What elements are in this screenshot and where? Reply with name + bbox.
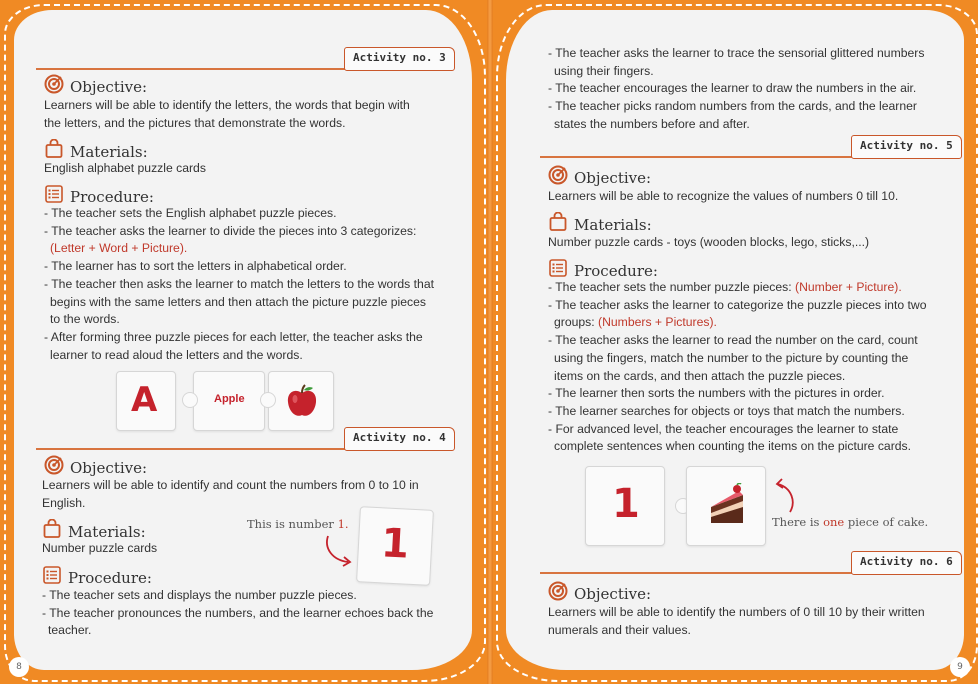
procedure-line: - The teacher asks the learner to read the number on the card, count xyxy=(548,333,918,348)
procedure-line: - The learner then sorts the numbers with the pictures in order. xyxy=(548,386,885,401)
activity4-note xyxy=(247,517,349,531)
procedure-heading-text: Procedure: xyxy=(70,187,154,206)
activity5-objective-text: Learners will be able to recognize the values of numbers 0 till 10. xyxy=(548,189,899,203)
page-number-right: 9 xyxy=(950,657,970,677)
objective-heading-text: Objective: xyxy=(574,584,652,603)
activity5-procedure-list xyxy=(548,279,926,456)
procedure-line: - The learner searches for objects or toys that match the numbers. xyxy=(548,403,905,418)
procedure-line: - The learner has to sort the letters in alphabetical order. xyxy=(44,259,347,274)
word-apple: Apple xyxy=(214,393,245,405)
activity3-objective-text xyxy=(44,97,410,132)
puzzle-knob xyxy=(182,392,198,408)
procedure-line: using the fingers, match the number to the picture by counting the xyxy=(554,350,909,365)
activity5-badge: Activity no. 5 xyxy=(851,135,962,159)
procedure-line: - For advanced level, the teacher encourages the learner to state xyxy=(548,421,899,436)
procedure-line: learner to read aloud the letters and the words. xyxy=(50,347,303,362)
curved-arrow-icon xyxy=(772,478,798,518)
number-one: 1 xyxy=(379,520,411,568)
note-number: 1. xyxy=(337,517,349,531)
activity5-objective-heading xyxy=(548,165,651,190)
number-puzzle-card xyxy=(585,466,665,546)
procedure-heading-text: Procedure: xyxy=(68,568,152,587)
procedure-heading-text: Procedure: xyxy=(574,261,658,280)
activity5-materials-text: Number puzzle cards - toys (wooden blocks, lego, sticks,...) xyxy=(548,235,870,249)
objective-heading-text: Objective: xyxy=(574,168,652,187)
number-puzzle-card xyxy=(356,506,434,586)
text-line: English. xyxy=(42,495,86,510)
note-text: This is number xyxy=(247,517,338,531)
procedure-line: - The teacher asks the learner to divide the pieces into 3 categorizes: xyxy=(44,223,417,238)
procedure-line: - The teacher asks the learner to categorize the puzzle pieces into two xyxy=(548,297,927,312)
procedure-line: complete sentences when counting the items on the picture cards. xyxy=(554,439,912,454)
note-text: There is xyxy=(772,515,824,529)
target-icon xyxy=(548,581,568,606)
activity5-note xyxy=(772,515,928,529)
text-line: Learners will be able to identify the letters, the words that begin with xyxy=(44,98,410,112)
procedure-line: - The teacher pronounces the numbers, and the learner echoes back the xyxy=(42,605,434,620)
procedure-text: groups: xyxy=(554,315,599,330)
procedure-line: - After forming three puzzle pieces for each letter, the teacher asks the xyxy=(44,329,423,344)
cake-icon xyxy=(709,483,745,531)
procedure-line: using their fingers. xyxy=(554,63,654,78)
activity6-badge: Activity no. 6 xyxy=(851,551,962,575)
procedure-line: - The teacher asks the learner to trace the sensorial glittered numbers xyxy=(548,46,925,60)
materials-heading-text: Materials: xyxy=(70,142,148,161)
text-line: Learners will be able to identify the numbers of 0 till 10 by their written xyxy=(548,605,925,619)
page-number-left: 8 xyxy=(9,657,29,677)
text-line: Learners will be able to identify and count the numbers from 0 to 10 in xyxy=(42,478,419,492)
activity6-objective-heading xyxy=(548,581,651,606)
activity4-badge: Activity no. 4 xyxy=(344,427,455,451)
procedure-line xyxy=(548,279,926,297)
objective-heading-text: Objective: xyxy=(70,458,148,477)
activity6-objective-text xyxy=(548,604,925,639)
target-icon xyxy=(548,165,568,190)
curved-arrow-icon xyxy=(322,534,356,572)
materials-heading-text: Materials: xyxy=(68,522,146,541)
activity3-objective-heading xyxy=(44,74,147,99)
letter-a: A xyxy=(131,380,158,420)
activity4-materials-text: Number puzzle cards xyxy=(42,541,158,555)
picture-puzzle-card xyxy=(268,371,334,431)
procedure-line xyxy=(548,314,926,332)
materials-heading-text: Materials: xyxy=(574,215,652,234)
activity4-procedure-list xyxy=(42,587,433,640)
procedure-highlight: (Numbers + Pictures). xyxy=(598,315,717,330)
procedure-line: - The teacher sets and displays the number puzzle pieces. xyxy=(42,588,357,602)
procedure-highlight: (Number + Picture). xyxy=(795,280,902,294)
text-line: the letters, and the pictures that demonstrate the words. xyxy=(44,115,346,130)
procedure-line: - The teacher picks random numbers from the cards, and the learner xyxy=(548,99,917,114)
letter-puzzle-card xyxy=(116,371,176,431)
procedure-line: - The teacher encourages the learner to draw the numbers in the air. xyxy=(548,81,917,96)
procedure-line: begins with the same letters and then attach the picture puzzle pieces xyxy=(50,294,427,309)
activity3-procedure-list xyxy=(44,205,434,364)
number-one: 1 xyxy=(612,481,640,527)
procedure-line: (Letter + Word + Picture). xyxy=(50,241,188,256)
note-text: piece of cake. xyxy=(844,515,929,529)
procedure-line: - The teacher then asks the learner to match the letters to the words that xyxy=(44,276,434,291)
procedure-line: items on the cards, and then attach the puzzle pieces. xyxy=(554,368,846,383)
cake-puzzle-card xyxy=(686,466,766,546)
note-highlight: one xyxy=(823,515,845,529)
activity4-continued-list xyxy=(548,45,924,134)
procedure-line: - The teacher sets the English alphabet puzzle pieces. xyxy=(44,206,337,220)
activity3-badge: Activity no. 3 xyxy=(344,47,455,71)
activity3-materials-text: English alphabet puzzle cards xyxy=(44,161,206,175)
text-line: numerals and their values. xyxy=(548,622,691,637)
objective-heading-text: Objective: xyxy=(70,77,148,96)
word-puzzle-card xyxy=(193,371,265,431)
puzzle-knob xyxy=(260,392,276,408)
procedure-text: - The teacher sets the number puzzle pieces: xyxy=(548,280,796,294)
target-icon xyxy=(44,74,64,99)
procedure-line: teacher. xyxy=(48,623,92,638)
procedure-line: states the numbers before and after. xyxy=(554,116,750,131)
procedure-line: to the words. xyxy=(50,312,120,327)
book-spine xyxy=(487,0,493,684)
apple-icon xyxy=(285,384,319,424)
